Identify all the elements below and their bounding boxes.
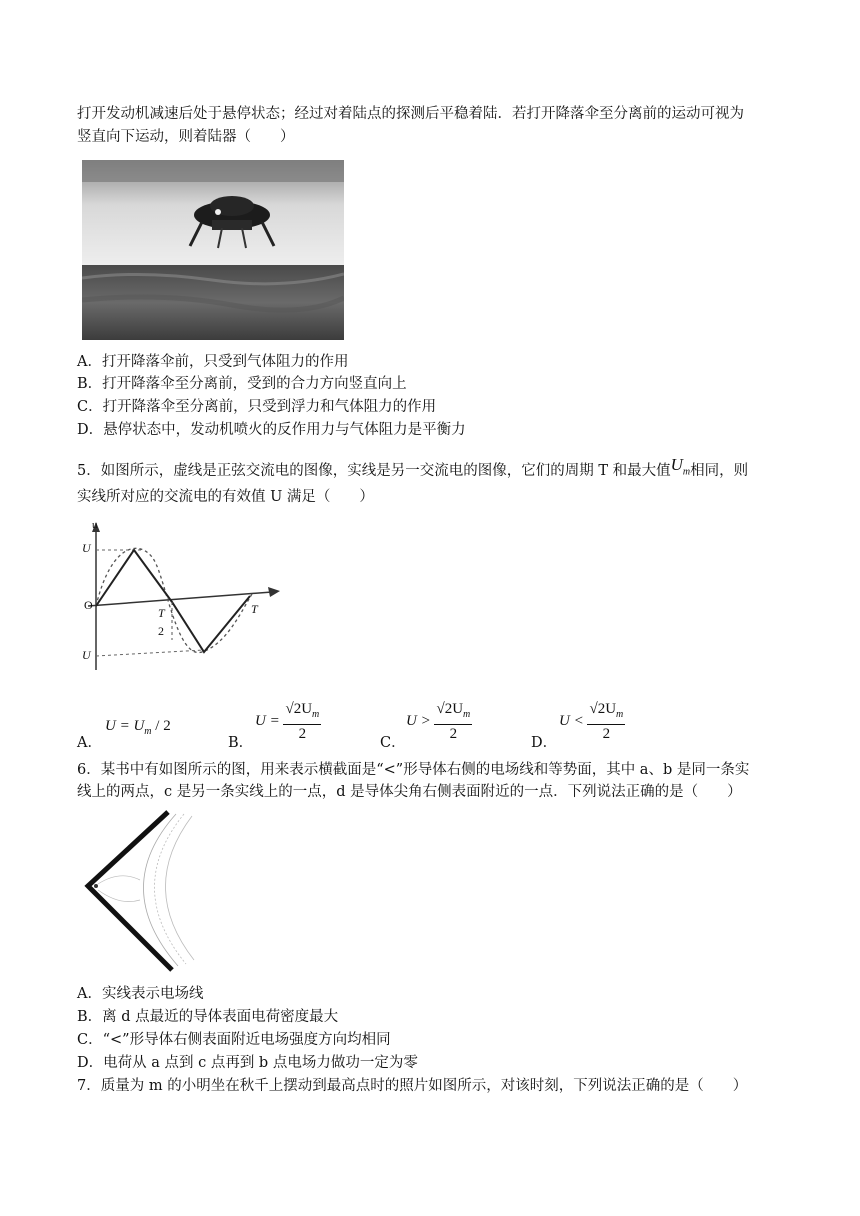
q5-option-b-expr: U = $\frac{√2U_m}{2}$	[255, 701, 320, 742]
q5-stem-part-a: 5．如图所示，虚线是正弦交流电的图像，实线是另一交流电的图像，它们的周期 T 和最大值	[77, 463, 671, 479]
half-t-bottom-label: 2	[158, 624, 164, 638]
q6-option-d: D．电荷从 a 点到 c 点再到 b 点电场力做功一定为零	[77, 1055, 418, 1071]
lander-photo	[82, 160, 344, 340]
q4-option-a: A．打开降落伞前，只受到气体阻力的作用	[77, 354, 349, 370]
q4-option-b: B．打开降落伞至分离前，受到的合力方向竖直向上	[77, 376, 407, 392]
q5-option-c-expr: U > $\frac{√2U_m}{2}$	[406, 701, 471, 742]
q5-um-symbol: $U_m$	[670, 455, 691, 478]
q4-option-d: D．悬停状态中，发动机喷火的反作用力与气体阻力是平衡力	[77, 422, 466, 438]
q5-stem-line1	[77, 455, 749, 487]
q6-option-b: B．离 d 点最近的导体表面电荷密度最大	[77, 1009, 339, 1025]
q5-option-d-letter: D．	[531, 735, 558, 751]
q6-option-a: A．实线表示电场线	[77, 986, 204, 1002]
u-axis-label: u	[92, 519, 98, 531]
q5-option-a-letter: A．	[77, 735, 102, 751]
q5-option-b-letter: B．	[228, 735, 254, 751]
t-label: T	[251, 602, 258, 616]
conductor-field-figure	[80, 810, 200, 972]
half-t-top-label: T	[158, 606, 165, 620]
um-top-label: U	[82, 541, 91, 555]
origin-label: O	[84, 598, 93, 612]
q4-stem-line1: 打开发动机减速后处于悬停状态；经过对着陆点的探测后平稳着陆．若打开降落伞至分离前的运动可视为	[77, 106, 744, 122]
q5-stem-part-b: 相同，则	[690, 463, 749, 479]
q5-option-d-expr: U < $\frac{√2U_m}{2}$	[559, 701, 624, 742]
q4-stem-line2: 竖直向下运动，则着陆器（ ）	[77, 129, 295, 145]
q7-stem-line1: 7．质量为 m 的小明坐在秋千上摆动到最高点时的照片如图所示，对该时刻，下列说法正确的是（ ）	[77, 1078, 748, 1094]
ac-waveform-graph	[82, 520, 292, 680]
q5-option-c-letter: C．	[380, 735, 406, 751]
um-bottom-label: U	[82, 648, 91, 662]
q5-option-a-expr: $U = U_m / 2$	[105, 718, 171, 737]
q6-stem-line2: 线上的两点，c 是另一条实线上的一点，d 是导体尖角右侧表面附近的一点．下列说法正确的是（ ）	[77, 784, 742, 800]
q6-option-c: C．“<”形导体右侧表面附近电场强度方向均相同	[77, 1032, 391, 1048]
q6-stem-line1: 6．某书中有如图所示的图，用来表示横截面是“<”形导体右侧的电场线和等势面，其中 a、b 是同一条实	[77, 762, 750, 778]
q4-option-c: C．打开降落伞至分离前，只受到浮力和气体阻力的作用	[77, 399, 437, 415]
q5-stem-line2: 实线所对应的交流电的有效值 U 满足（ ）	[77, 489, 374, 505]
